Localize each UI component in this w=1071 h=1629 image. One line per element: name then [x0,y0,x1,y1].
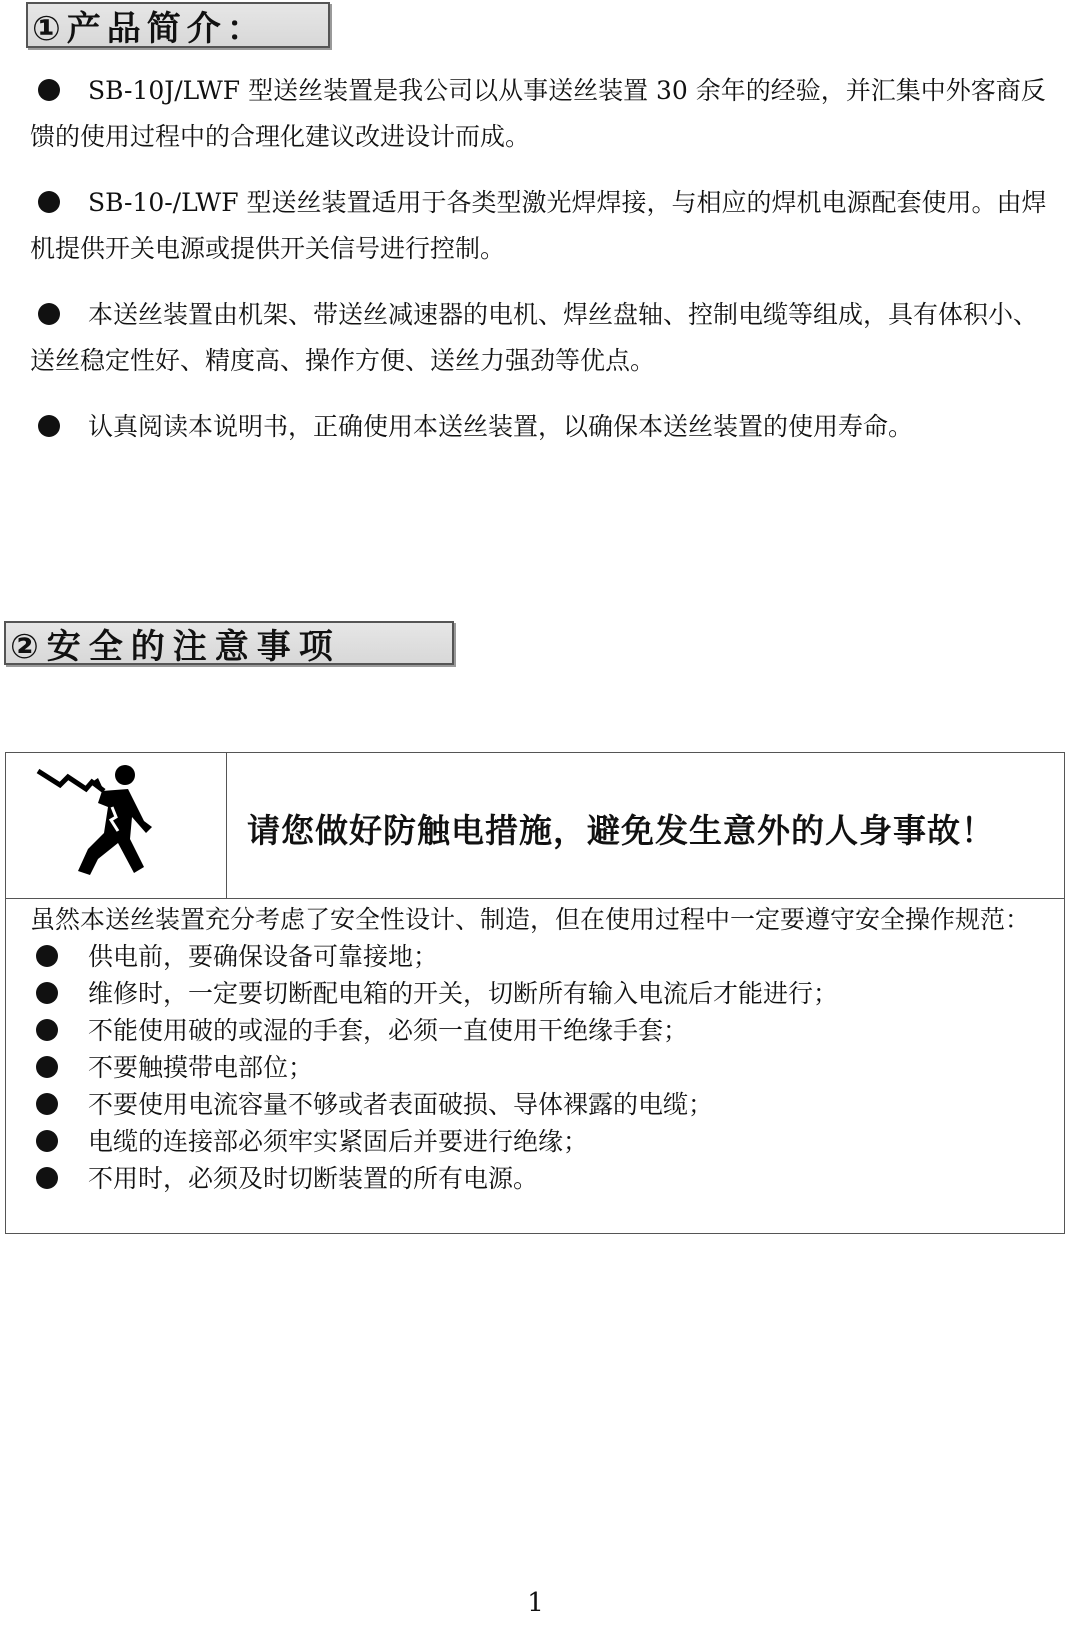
intro-paragraph-1 [30,68,1060,160]
bullet-dot [36,1056,58,1078]
electric-shock-hazard-icon [32,763,162,881]
safety-notice-box [5,752,1065,1234]
safety-rule-text: 不要触摸带电部位； [88,1053,314,1082]
bullet-dot [38,191,60,213]
bullet-dot [36,1019,58,1041]
bullet-dot [36,1130,58,1152]
bullet-dot [36,945,58,967]
safety-rule-text: 不要使用电流容量不够或者表面破损、导体裸露的电缆； [88,1090,714,1119]
safety-heading: ②安全的注意事项 [4,621,454,665]
intro-paragraph-4 [30,404,1060,450]
safety-rule-item [30,1160,1054,1197]
safety-rule-text: 电缆的连接部必须牢实紧固后并要进行绝缘； [88,1127,589,1156]
intro-paragraph-text: SB-10-/LWF 型送丝装置适用于各类型激光焊焊接，与相应的焊机电源配套使用。由焊机提供开关电源或提供开关信号进行控制。 [30,188,1047,263]
safety-rule-text: 维修时，一定要切断配电箱的开关，切断所有输入电流后才能进行； [88,979,839,1008]
safety-rule-text: 不用时，必须及时切断装置的所有电源。 [88,1164,539,1193]
intro-paragraph-2 [30,180,1060,272]
safety-rule-item [30,938,1054,975]
safety-icon-cell [6,753,227,899]
bullet-dot [36,982,58,1004]
safety-warning-text: 请您做好防触电措施，避免发生意外的人身事故！ [247,811,995,850]
bullet-dot [38,415,60,437]
safety-rule-text: 供电前，要确保设备可靠接地； [88,942,439,971]
bullet-dot [38,303,60,325]
safety-body [30,901,1054,1197]
safety-rule-item [30,1086,1054,1123]
bullet-dot [38,79,60,101]
safety-warning-cell [227,753,1064,899]
safety-rule-item [30,975,1054,1012]
safety-rule-item [30,1012,1054,1049]
page-number: 1 [527,1588,544,1618]
safety-rule-item [30,1049,1054,1086]
safety-intro-text: 虽然本送丝装置充分考虑了安全性设计、制造，但在使用过程中一定要遵守安全操作规范： [30,905,1031,934]
intro-paragraph-text: 本送丝装置由机架、带送丝减速器的电机、焊丝盘轴、控制电缆等组成，具有体积小、送丝稳定性好、精度高、操作方便、送丝力强劲等优点。 [30,300,1039,375]
safety-rule-text: 不能使用破的或湿的手套，必须一直使用干绝缘手套； [88,1016,689,1045]
safety-rules-list [30,938,1054,1197]
bullet-dot [36,1167,58,1189]
intro-paragraph-3 [30,292,1060,384]
bullet-dot [36,1093,58,1115]
intro-paragraph-text: SB-10J/LWF 型送丝装置是我公司以从事送丝装置 30 余年的经验，并汇集中外客商反馈的使用过程中的合理化建议改进设计而成。 [30,76,1046,151]
intro-paragraph-text: 认真阅读本说明书，正确使用本送丝装置，以确保本送丝装置的使用寿命。 [88,412,914,441]
product-intro-heading: ①产品简介： [26,2,330,48]
safety-rule-item [30,1123,1054,1160]
